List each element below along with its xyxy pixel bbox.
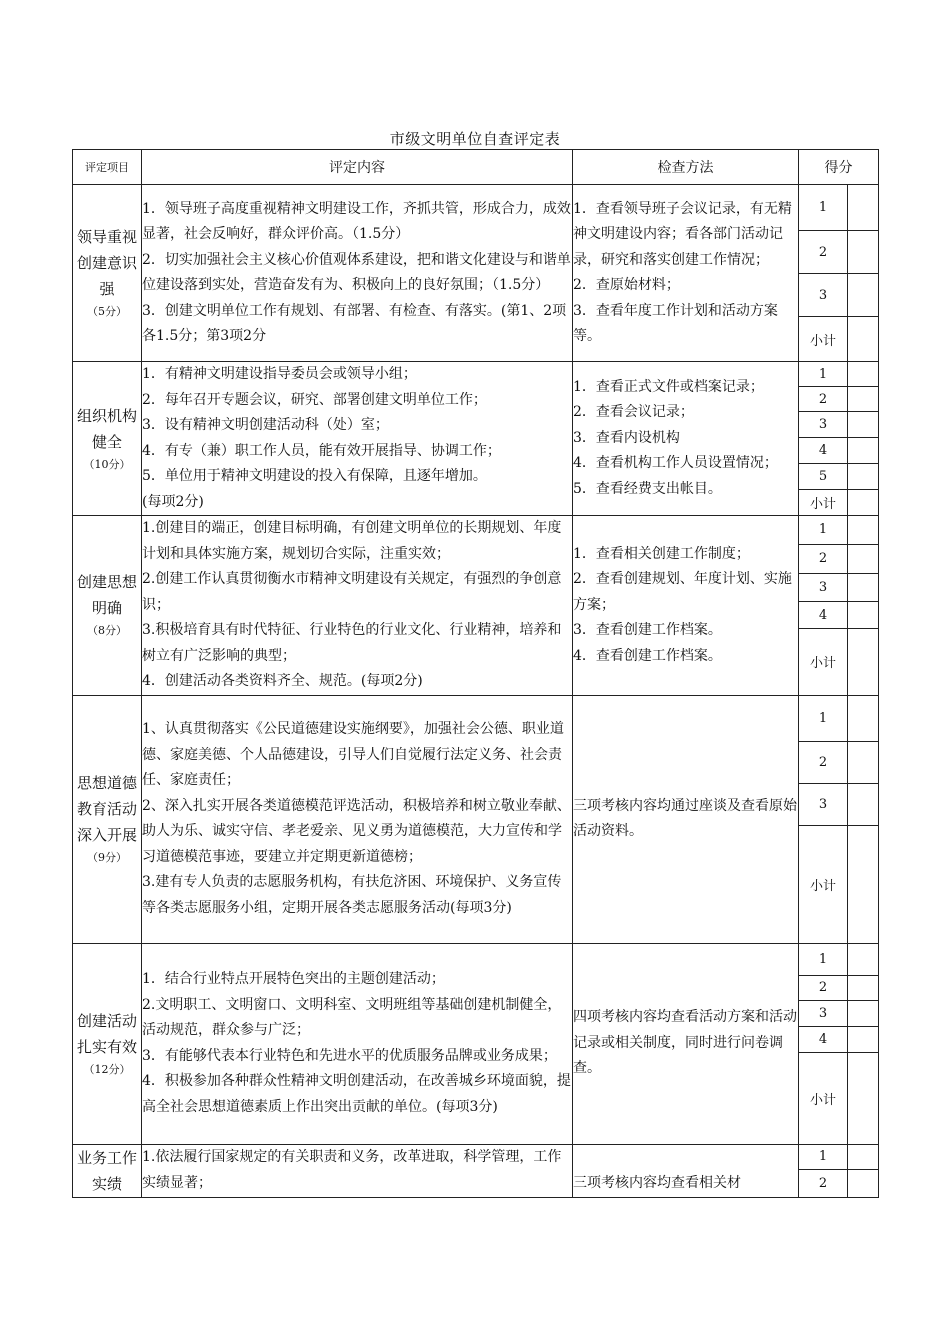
- score-sub-label: 5: [799, 464, 848, 490]
- content-line: 3．设有精神文明创建活动科（处）室；: [142, 417, 389, 433]
- content-cell: [142, 362, 573, 516]
- table-row: [73, 362, 879, 387]
- item-points: （10分）: [83, 457, 131, 471]
- score-sub-label: 1: [799, 185, 848, 231]
- score-input-cell[interactable]: [848, 185, 879, 231]
- method-line: 4．查看机构工作人员设置情况；: [573, 455, 778, 472]
- content-line: 3．有能够代表本行业特色和先进水平的优质服务品牌或业务成果；: [142, 1047, 557, 1064]
- method-line: 2．查原始材料；: [573, 277, 680, 293]
- header-content: 评定内容: [142, 150, 573, 185]
- score-sub-label: 2: [799, 231, 848, 274]
- method-line: 2．查看创建规划、年度计划、实施方案；: [573, 571, 792, 613]
- score-input-cell[interactable]: [848, 573, 879, 601]
- item-cell: [73, 695, 142, 943]
- score-subtotal-label: 小计: [799, 629, 848, 695]
- score-input-cell[interactable]: [848, 783, 879, 825]
- score-sub-label: 4: [799, 1026, 848, 1052]
- score-input-cell[interactable]: [848, 231, 879, 274]
- method-line: 三项考核内容均通过座谈及查看原始活动资料。: [573, 797, 797, 839]
- score-input-cell[interactable]: [848, 490, 879, 516]
- score-sub-label: 3: [799, 573, 848, 601]
- item-cell: [73, 1144, 142, 1197]
- header-score: 得分: [799, 150, 879, 185]
- page-title: 市级文明单位自查评定表: [389, 130, 561, 148]
- score-sub-label: 2: [799, 387, 848, 412]
- method-line: 四项考核内容均查看活动方案和活动记录或相关制度，同时进行问卷调查。: [573, 1009, 797, 1077]
- method-line: 3．查看年度工作计划和活动方案等。: [573, 302, 778, 344]
- score-input-cell[interactable]: [848, 741, 879, 783]
- content-line: 2、深入扎实开展各类道德模范评选活动，积极培养和树立敬业奉献、助人为乐、诚实守信、孝老爱亲、见义勇为道德模范，大力宣传和学习道德模范事迹，要建立并定期更新道德榜；: [142, 797, 571, 865]
- score-input-cell[interactable]: [848, 1144, 879, 1169]
- score-subtotal-label: 小计: [799, 825, 848, 943]
- score-subtotal-label: 小计: [799, 490, 848, 516]
- method-line: 1．查看领导班子会议记录，有无精神文明建设内容；看各部门活动记录，研究和落实创建工作情况；: [573, 200, 792, 268]
- score-sub-label: 1: [799, 695, 848, 741]
- score-input-cell[interactable]: [848, 438, 879, 464]
- method-line: 2．查看会议记录；: [573, 404, 694, 421]
- method-cell: [573, 943, 799, 1144]
- score-sub-label: 2: [799, 975, 848, 1000]
- score-sub-label: 3: [799, 412, 848, 438]
- content-cell: [142, 185, 573, 362]
- score-input-cell[interactable]: [848, 1026, 879, 1052]
- content-line: 1、认真贯彻落实《公民道德建设实施纲要》，加强社会公德、职业道德、家庭美德、个人品德建设，引导人们自觉履行法定义务、社会责任、家庭责任；: [142, 721, 564, 788]
- table-row: [73, 695, 879, 741]
- score-subtotal-label: 小计: [799, 1052, 848, 1144]
- content-line: 2．切实加强社会主义核心价值观体系建设，把和谐文化建设与和谐单位建设落到实处，营造奋发有为、积极向上的良好氛围；（1.5分）: [142, 251, 571, 293]
- score-sub-label: 1: [799, 362, 848, 387]
- item-label: 创建思想明确: [76, 573, 137, 618]
- score-input-cell[interactable]: [848, 1052, 879, 1144]
- content-line: 1．领导班子高度重视精神文明建设工作，齐抓共管，形成合力，成效显著，社会反响好，群众评价高。（1.5分）: [142, 200, 571, 242]
- score-input-cell[interactable]: [848, 1169, 879, 1197]
- method-line: 3．查看内设机构: [573, 429, 680, 446]
- score-sub-label: 4: [799, 438, 848, 464]
- score-sub-label: 1: [799, 1144, 848, 1169]
- score-input-cell[interactable]: [848, 943, 879, 975]
- content-line: 2.创建工作认真贯彻衡水市精神文明建设有关规定，有强烈的争创意识；: [142, 571, 562, 613]
- score-input-cell[interactable]: [848, 317, 879, 362]
- item-cell: [73, 185, 142, 362]
- score-sub-label: 4: [799, 601, 848, 629]
- content-line: 3.积极培育具有时代特征、行业特色的行业文化、行业精神，培养和树立有广泛影响的典型；: [142, 622, 562, 664]
- score-input-cell[interactable]: [848, 975, 879, 1000]
- item-cell: [73, 516, 142, 696]
- content-line: 4．创建活动各类资料齐全、规范。(每项2分): [142, 673, 423, 689]
- content-cell: [142, 695, 573, 943]
- score-input-cell[interactable]: [848, 629, 879, 695]
- method-line: 1．查看相关创建工作制度；: [573, 545, 750, 562]
- score-sub-label: 3: [799, 1000, 848, 1026]
- score-input-cell[interactable]: [848, 601, 879, 629]
- score-sub-label: 1: [799, 943, 848, 975]
- score-sub-label: 2: [799, 544, 848, 573]
- table-row: [73, 185, 879, 231]
- score-input-cell[interactable]: [848, 1000, 879, 1026]
- score-input-cell[interactable]: [848, 464, 879, 490]
- score-sub-label: 3: [799, 274, 848, 317]
- score-subtotal-label: 小计: [799, 317, 848, 362]
- score-input-cell[interactable]: [848, 412, 879, 438]
- header-row: [73, 150, 879, 185]
- content-line: (每项2分): [142, 493, 204, 510]
- score-input-cell[interactable]: [848, 274, 879, 317]
- method-line: 5．查看经费支出帐目。: [573, 480, 722, 497]
- content-line: 4．积极参加各种群众性精神文明创建活动，在改善城乡环境面貌，提高全社会思想道德素质上作出突出贡献的单位。(每项3分): [142, 1073, 571, 1115]
- content-cell: [142, 516, 573, 696]
- score-input-cell[interactable]: [848, 544, 879, 573]
- content-line: 3．创建文明单位工作有规划、有部署、有检查、有落实。(第1、2项各1.5分；第3项2分: [142, 302, 567, 344]
- score-input-cell[interactable]: [848, 387, 879, 412]
- table-row: [73, 943, 879, 975]
- item-label: 创建活动扎实有效: [76, 1011, 137, 1056]
- score-input-cell[interactable]: [848, 362, 879, 387]
- item-label: 领导重视创建意识强: [76, 228, 137, 298]
- item-points: （8分）: [87, 624, 127, 638]
- content-cell: [142, 1144, 573, 1197]
- table-row: [73, 516, 879, 545]
- method-cell: [573, 362, 799, 516]
- content-line: 3.建有专人负责的志愿服务机构，有扶危济困、环境保护、义务宣传等各类志愿服务小组，定期开展各类志愿服务活动(每项3分): [142, 874, 562, 916]
- method-line: 三项考核内容均查看相关材: [573, 1175, 741, 1191]
- method-cell: [573, 516, 799, 696]
- item-cell: [73, 362, 142, 516]
- item-points: （9分）: [87, 851, 127, 864]
- score-sub-label: 1: [799, 516, 848, 545]
- content-line: 2.文明职工、文明窗口、文明科室、文明班组等基础创建机制健全，活动规范，群众参与广泛；: [142, 996, 562, 1038]
- content-line: 1.创建目的端正，创建目标明确，有创建文明单位的长期规划、年度计划和具体实施方案，规划切合实际，注重实效；: [142, 520, 562, 562]
- method-cell: [573, 695, 799, 943]
- content-line: 1．有精神文明建设指导委员会或领导小组；: [142, 366, 417, 382]
- method-line: 1．查看正式文件或档案记录；: [573, 378, 764, 395]
- content-line: 1．结合行业特点开展特色突出的主题创建活动；: [142, 971, 445, 987]
- item-label: 思想道德教育活动深入开展: [76, 774, 137, 844]
- item-points: （5分）: [87, 305, 127, 318]
- method-cell: [573, 1144, 799, 1197]
- score-sub-label: 2: [799, 741, 848, 783]
- item-label: 组织机构健全: [76, 406, 137, 451]
- score-input-cell[interactable]: [848, 695, 879, 741]
- content-line: 1.依法履行国家规定的有关职责和义务，改革进取，科学管理，工作实绩显著；: [142, 1149, 562, 1191]
- method-cell: [573, 185, 799, 362]
- item-points: （12分）: [83, 1062, 131, 1076]
- score-sub-label: 2: [799, 1169, 848, 1197]
- content-line: 4．有专（兼）职工作人员，能有效开展指导、协调工作；: [142, 442, 501, 459]
- evaluation-table: [72, 149, 879, 1198]
- score-sub-label: 3: [799, 783, 848, 825]
- content-cell: [142, 943, 573, 1144]
- item-cell: [73, 943, 142, 1144]
- item-label: 业务工作实绩: [76, 1148, 137, 1193]
- header-item: 评定项目: [73, 150, 142, 185]
- method-line: 3．查看创建工作档案。: [573, 622, 722, 638]
- table-row: [73, 1144, 879, 1169]
- content-line: 5．单位用于精神文明建设的投入有保障，且逐年增加。: [142, 468, 487, 484]
- content-line: 2．每年召开专题会议，研究、部署创建文明单位工作；: [142, 391, 487, 408]
- header-method: 检查方法: [573, 150, 799, 185]
- score-input-cell[interactable]: [848, 825, 879, 943]
- method-line: 4．查看创建工作档案。: [573, 647, 722, 664]
- score-input-cell[interactable]: [848, 516, 879, 545]
